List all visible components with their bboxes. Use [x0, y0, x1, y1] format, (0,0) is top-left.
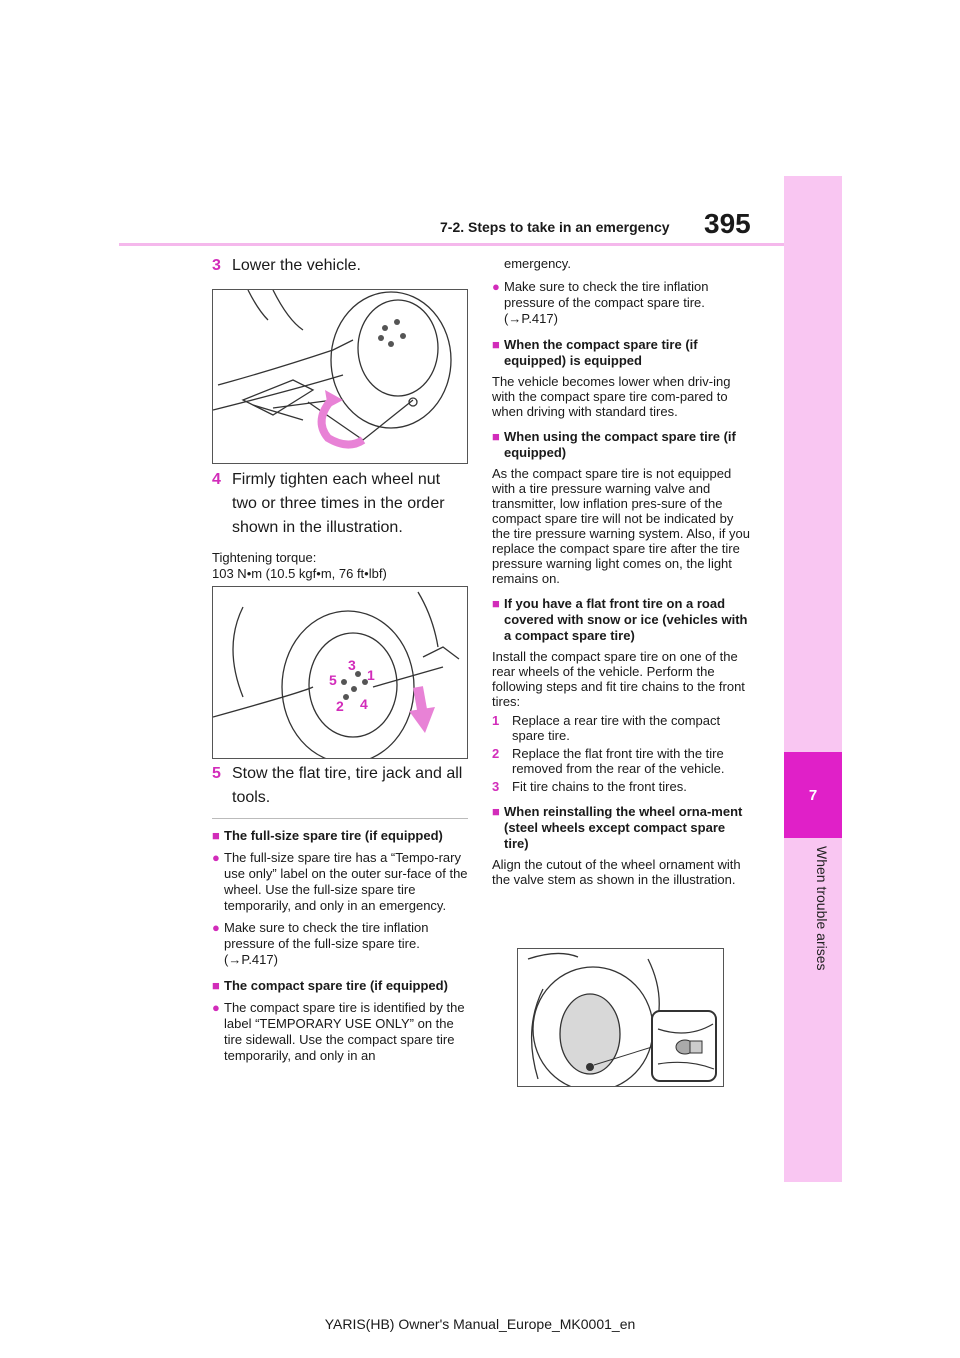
step-number: 1 [492, 713, 500, 728]
wheel-nut-order-illustration [212, 586, 468, 759]
step-5 [212, 762, 468, 810]
step-number: 3 [492, 779, 500, 794]
torque-value: 103 N•m (10.5 kgf•m, 76 ft•lbf) [212, 566, 387, 581]
square-icon: ■ [492, 596, 500, 611]
heading-text: When the compact spare tire (if equipped) is equipped [504, 337, 698, 368]
step-number: 3 [212, 257, 221, 274]
square-icon: ■ [492, 429, 500, 444]
left-column-notes [212, 828, 468, 1064]
bullet-text: Make sure to check the tire inflation pressure of the compact spare tire. (→P.417) [504, 279, 709, 326]
bullet-text: The full-size spare tire has a “Tempo-rary use only” label on the outer sur-face of the wheel. Use the full-size spare tire temporarily, and only in an emergency. [224, 850, 468, 913]
footer-document-id: YARIS(HB) Owner's Manual_Europe_MK0001_en [324, 1316, 636, 1332]
page-number: 395 [704, 208, 751, 239]
section-heading [492, 596, 752, 644]
paragraph: As the compact spare tire is not equipped with a tire pressure warning valve and transmitter, low inflation pres-sure of the compact spare tire will not be indicated by the tire pressure warning system. Also, if you replace the compact spare tire after the tire pressure warning light comes on, the light remains on. [492, 466, 750, 586]
sub-step-1 [492, 713, 752, 743]
section-heading [492, 804, 752, 852]
right-column [492, 256, 752, 887]
bullet-item [212, 1000, 468, 1064]
heading-text: The full-size spare tire (if equipped) [224, 828, 443, 843]
wheel-ornament-illustration [517, 948, 724, 1087]
bullet-item [212, 850, 468, 914]
square-icon: ■ [212, 828, 220, 843]
square-icon: ■ [212, 978, 220, 993]
section-header: 7-2. Steps to take in an emergency [440, 219, 670, 235]
paragraph: Install the compact spare tire on one of the rear wheels of the vehicle. Perform the following steps and fit tire chains to the front tires: [492, 649, 745, 709]
chapter-title: When trouble arises [814, 846, 830, 971]
sub-step-3 [492, 779, 752, 794]
nut-label-1: 1 [367, 667, 375, 683]
step-text: Fit tire chains to the front tires. [512, 779, 687, 794]
heading-text: If you have a flat front tire on a road covered with snow or ice (vehicles with a compact spare tire) [504, 596, 748, 643]
bullet-item [492, 279, 752, 327]
step-text: Lower the vehicle. [232, 257, 361, 274]
bullet-icon: ● [492, 279, 500, 294]
nut-label-2: 2 [336, 698, 344, 714]
heading-text: The compact spare tire (if equipped) [224, 978, 448, 993]
bullet-icon: ● [212, 1000, 220, 1015]
sub-step-2 [492, 746, 752, 776]
heading-text: When reinstalling the wheel orna-ment (steel wheels except compact spare tire) [504, 804, 743, 851]
step-text: Stow the flat tire, tire jack and all tools. [232, 765, 463, 806]
step-text: Firmly tighten each wheel nut two or three times in the order shown in the illustration. [232, 471, 445, 536]
bullet-text: The compact spare tire is identified by the label “TEMPORARY USE ONLY” on the tire sidewall. Use the compact spare tire temporarily, and only in an [224, 1000, 465, 1063]
section-heading [492, 429, 752, 461]
torque-label: Tightening torque: [212, 550, 317, 565]
square-icon: ■ [492, 804, 500, 819]
nut-label-3: 3 [348, 657, 356, 673]
paragraph: Align the cutout of the wheel ornament with the valve stem as shown in the illustration. [492, 857, 741, 887]
paragraph: The vehicle becomes lower when driv-ing with the compact spare tire com-pared to when driving with standard tires. [492, 374, 731, 419]
nut-label-4: 4 [360, 696, 368, 712]
nut-label-5: 5 [329, 672, 337, 688]
left-column-step4 [212, 468, 468, 582]
header-rule [119, 243, 784, 246]
step-4 [212, 468, 468, 540]
left-column-top [212, 254, 468, 278]
section-heading [212, 828, 468, 844]
bullet-icon: ● [212, 920, 220, 935]
step-text: Replace the flat front tire with the tire removed from the rear of the vehicle. [512, 746, 725, 776]
bullet-icon: ● [212, 850, 220, 865]
section-heading [212, 978, 468, 994]
step-number: 2 [492, 746, 500, 761]
chapter-number: 7 [784, 752, 842, 838]
section-divider [212, 818, 468, 819]
left-column-step5 [212, 762, 468, 810]
lower-vehicle-illustration [212, 289, 468, 464]
section-heading [492, 337, 752, 369]
step-3 [212, 254, 468, 278]
heading-text: When using the compact spare tire (if equipped) [504, 429, 736, 460]
bullet-item [212, 920, 468, 968]
step-number: 5 [212, 765, 221, 782]
continued-text: emergency. [504, 256, 571, 271]
step-text: Replace a rear tire with the compact spare tire. [512, 713, 721, 743]
square-icon: ■ [492, 337, 500, 352]
chapter-side-tab [784, 176, 842, 1182]
step-number: 4 [212, 471, 221, 488]
bullet-text: Make sure to check the tire inflation pressure of the full-size spare tire. (→P.417) [224, 920, 429, 967]
